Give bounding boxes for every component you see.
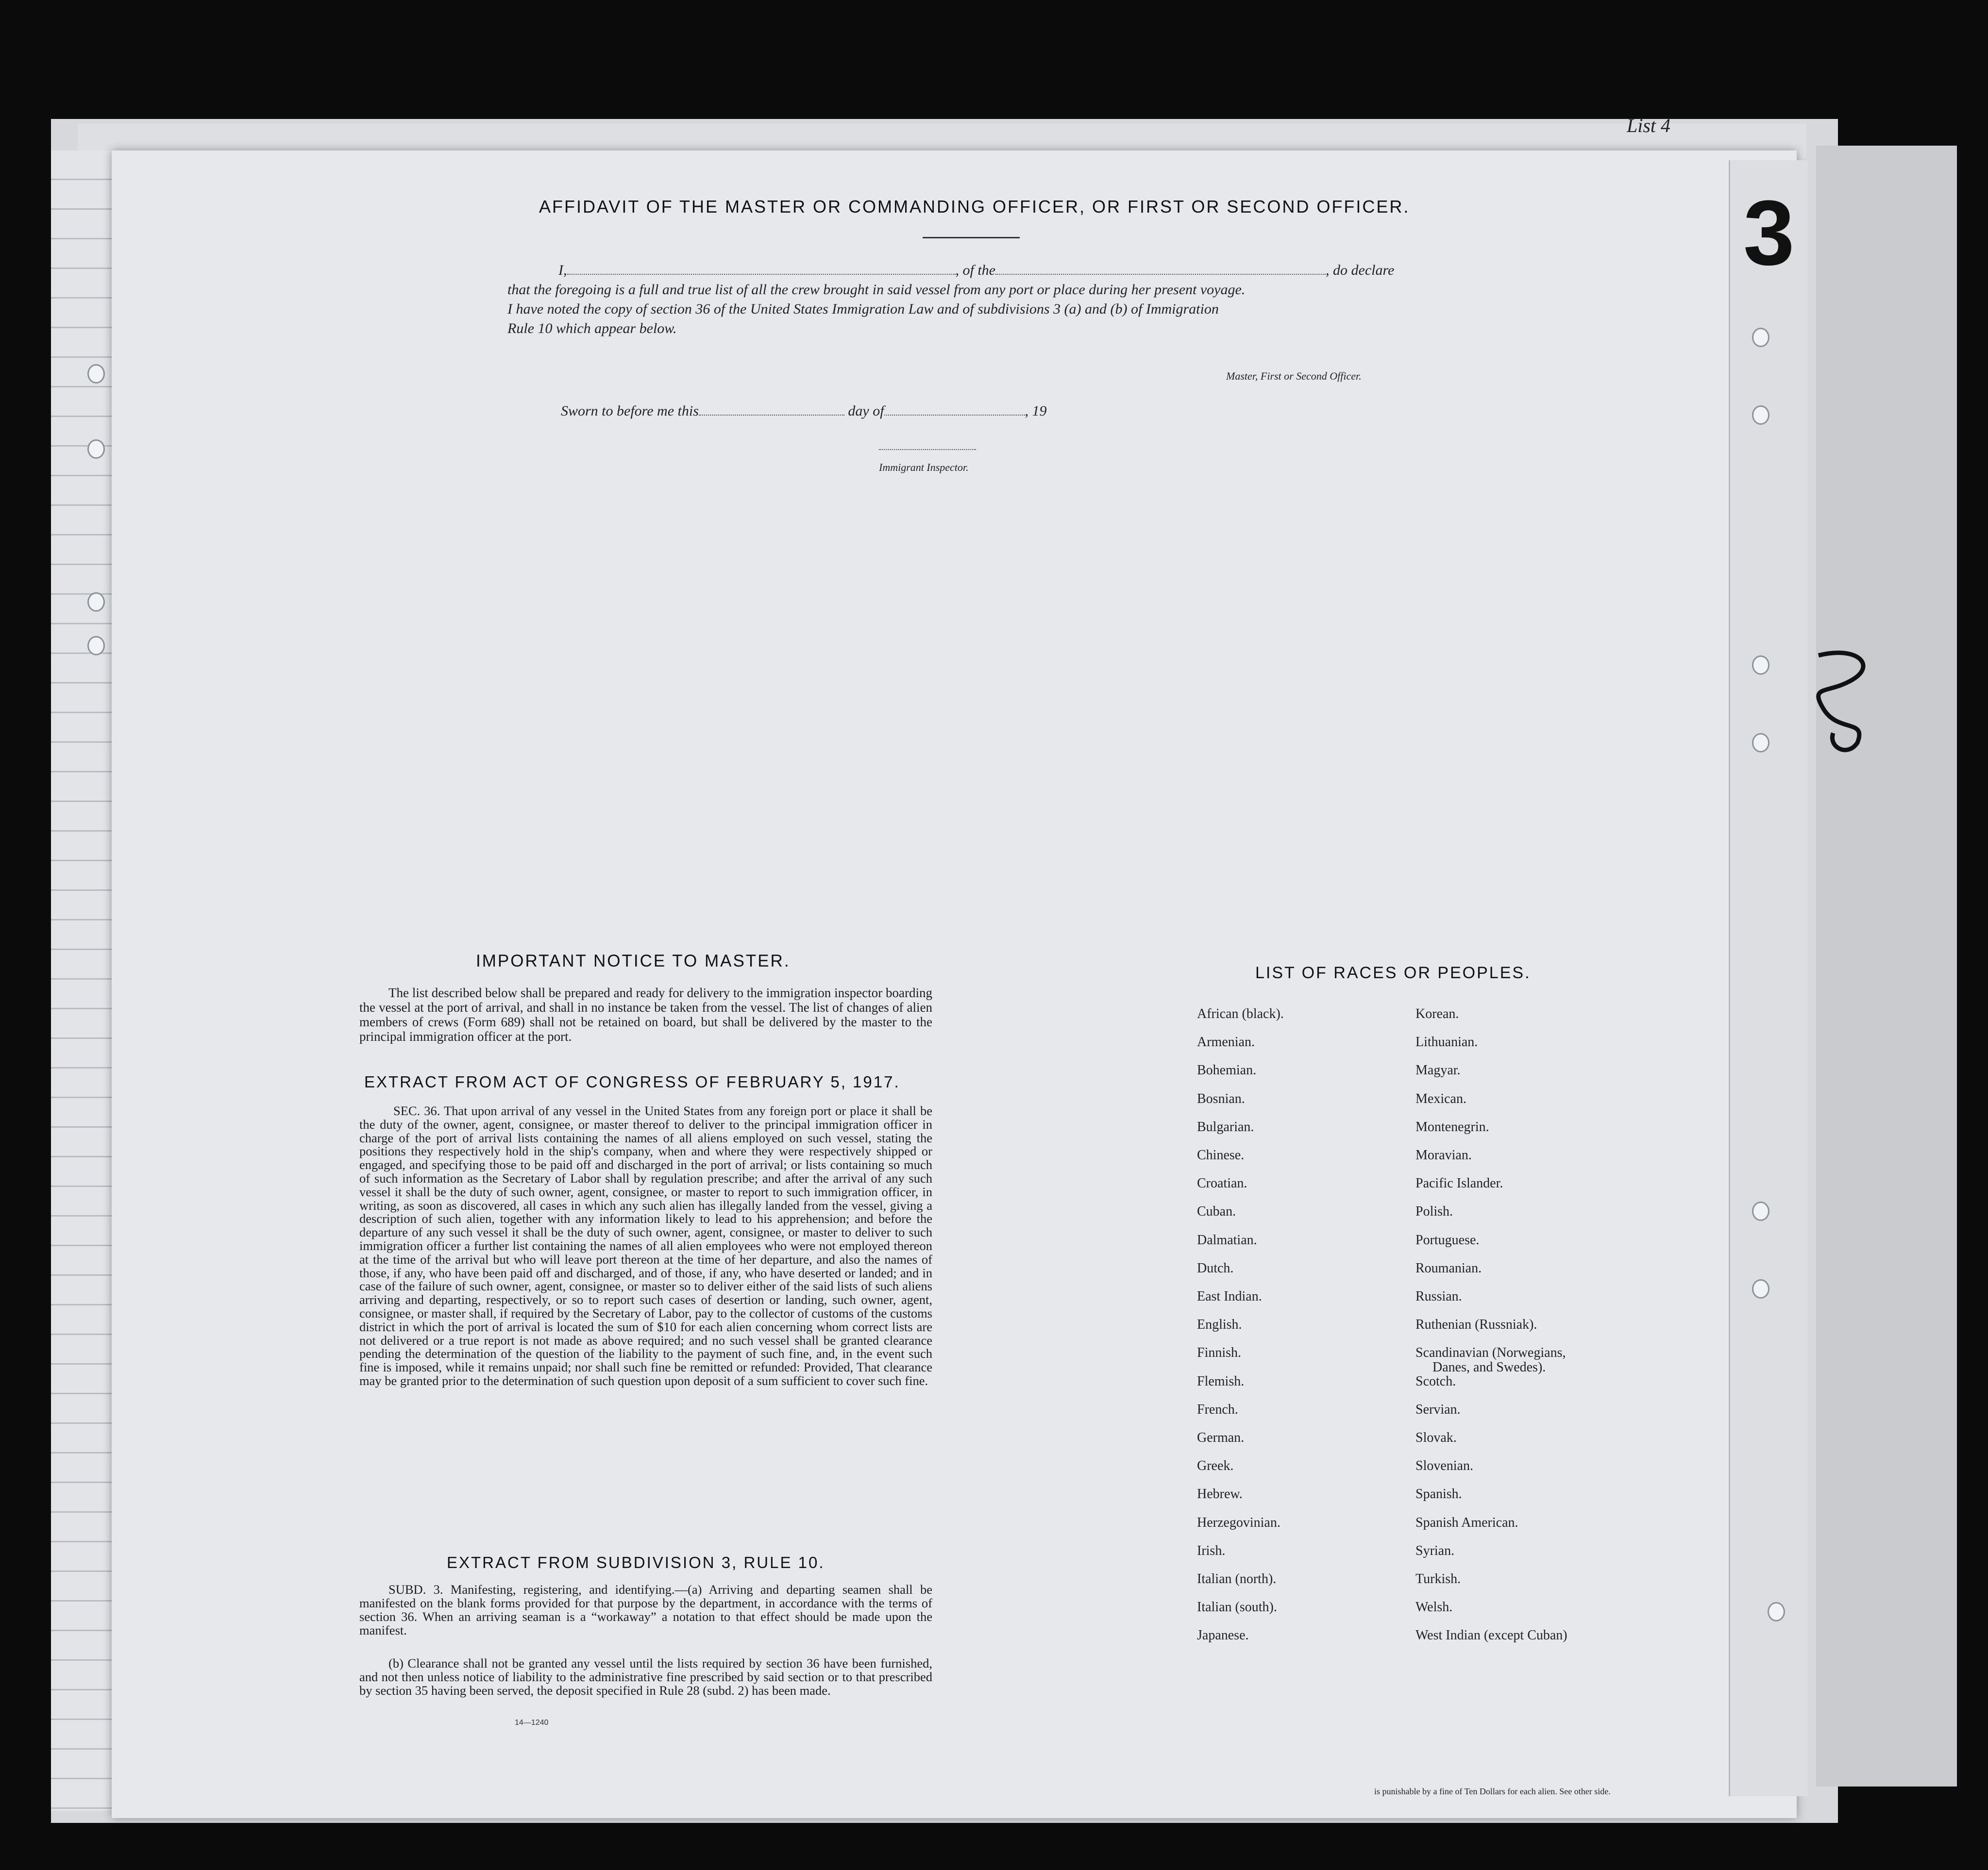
race-item: Russian.: [1415, 1289, 1462, 1304]
punch-hole: [1752, 405, 1769, 425]
race-item: Dalmatian.: [1197, 1232, 1257, 1248]
race-item: Bosnian.: [1197, 1091, 1245, 1106]
declaration-line-3: I have noted the copy of section 36 of the United States Immigration Law and of subdivisions 3 (a) and (b) of Immigration: [507, 301, 1219, 317]
race-item: Cuban.: [1197, 1204, 1236, 1219]
master-signature-caption: Master, First or Second Officer.: [1226, 370, 1362, 382]
form-number: 14—1240: [515, 1719, 549, 1727]
punch-hole: [87, 636, 105, 655]
race-item: Pacific Islander.: [1415, 1176, 1503, 1191]
race-item: Welsh.: [1415, 1600, 1453, 1615]
race-item: Hebrew.: [1197, 1486, 1243, 1502]
underlying-page-edge: [1816, 146, 1957, 1787]
list-number: List 4: [1627, 115, 1671, 136]
race-item: Korean.: [1415, 1006, 1459, 1021]
page-digit: 3: [1743, 182, 1795, 284]
race-item: Moravian.: [1415, 1148, 1472, 1163]
punch-hole: [1768, 1602, 1785, 1621]
race-item: German.: [1197, 1430, 1245, 1445]
sworn-label: Sworn to before me this: [561, 403, 699, 419]
race-item: Lithuanian.: [1415, 1035, 1478, 1050]
affidavit-title: AFFIDAVIT OF THE MASTER OR COMMANDING OFFICER, OR FIRST OR SECOND OFFICER.: [539, 197, 1410, 217]
vessel-blank[interactable]: [995, 274, 1326, 275]
race-item: Herzegovinian.: [1197, 1515, 1280, 1530]
race-item: Slovenian.: [1415, 1458, 1473, 1474]
race-item: Danes, and Swedes).: [1432, 1360, 1546, 1375]
race-item: Greek.: [1197, 1458, 1234, 1474]
title-rule: [923, 237, 1020, 238]
punch-hole: [1752, 1202, 1769, 1221]
section-36-text: SEC. 36. That upon arrival of any vessel in the United States from any foreign port or place it shall be the duty of the owner, agent, consignee, or master thereof to deliver to the principal immigration officer in charge of the port of arrival lists containing the names of all aliens employed on such vessel, stating the positions they respectively hold in the ship's company, when and where they were respectively shipped or engaged, and specifying those to be paid off and discharged in the port of arrival; or lists containing so much of such information as the Secretary of Labor shall by regulation prescribe; and after the arrival of any such vessel it shall be the duty of such owner, agent, consignee, or master to report to such immigration officer, in writing, as soon as discovered, all cases in which any such alien has illegally landed from the vessel, giving a description of such alien, together with any information likely to lead to his apprehension; and before the departure of any such vessel it shall be the duty of such owner, agent, consignee, or master to deliver to such immigration officer a further list containing the names of all alien employees who were not employed thereon at the time of the arrival but who will leave port thereon at the time of her departure, and also the names of those, if any, who have been paid off and discharged, and of those, if any, who have deserted or landed; and in case of the failure of such owner, agent, consignee, or master so to deliver either of the said lists of such aliens arriving and departing, respectively, or so to report such cases of desertion or landing, such owner, agent, consignee, or master shall, if required by the Secretary of Labor, pay to the collector of customs of the customs district in which the port of arrival is located the sum of $10 for each alien concerning whom correct lists are not delivered or a true report is not made as above required; and no such vessel shall be granted clearance pending the determination of the question of the liability to the payment of such fine, and, in the event such fine is imposed, while it remains unpaid; nor shall such fine be remitted or refunded: Provided, That clearance may be granted prior to the determination of such question upon deposit of a sum sufficient to cover such fine.: [359, 1103, 932, 1388]
punch-hole: [87, 592, 105, 612]
race-item: Magyar.: [1415, 1063, 1461, 1078]
right-page-edge: [1729, 160, 1808, 1796]
punch-hole: [1752, 1279, 1769, 1299]
punch-hole: [87, 439, 105, 459]
day-of-label: day of: [848, 403, 884, 419]
of-the-label: , of the: [955, 262, 995, 278]
race-item: Bohemian.: [1197, 1063, 1257, 1078]
race-item: Chinese.: [1197, 1148, 1245, 1163]
fine-note: is punishable by a fine of Ten Dollars for each alien. See other side.: [1374, 1787, 1611, 1796]
race-item: Mexican.: [1415, 1091, 1466, 1106]
race-item: Servian.: [1415, 1402, 1461, 1417]
sworn-month-blank[interactable]: [884, 415, 1025, 416]
race-item: Italian (south).: [1197, 1600, 1277, 1615]
race-item: Finnish.: [1197, 1345, 1242, 1361]
race-item: Roumanian.: [1415, 1260, 1482, 1276]
race-item: Montenegrin.: [1415, 1119, 1489, 1135]
handwritten-mark: [1799, 646, 1882, 757]
i-label: I,: [558, 262, 567, 278]
race-item: Italian (north).: [1197, 1571, 1277, 1586]
punch-hole: [1752, 328, 1769, 347]
extract-rule-title: EXTRACT FROM SUBDIVISION 3, RULE 10.: [447, 1553, 825, 1571]
notice-title: IMPORTANT NOTICE TO MASTER.: [476, 952, 791, 970]
year-label: , 19: [1025, 403, 1047, 419]
punch-hole: [87, 364, 105, 384]
race-item: Irish.: [1197, 1543, 1226, 1558]
race-item: Polish.: [1415, 1204, 1453, 1219]
race-item: Scandinavian (Norwegians,: [1415, 1345, 1566, 1361]
race-item: African (black).: [1197, 1006, 1284, 1021]
race-item: Dutch.: [1197, 1260, 1234, 1276]
races-title: LIST OF RACES OR PEOPLES.: [1255, 964, 1531, 982]
race-item: Syrian.: [1415, 1543, 1455, 1558]
race-item: Portuguese.: [1415, 1232, 1480, 1248]
race-item: Bulgarian.: [1197, 1119, 1254, 1135]
sworn-line: [561, 403, 1047, 419]
manifest-back-page: [112, 150, 1797, 1818]
race-item: Armenian.: [1197, 1035, 1255, 1050]
race-item: French.: [1197, 1402, 1238, 1417]
name-blank[interactable]: [567, 274, 956, 275]
race-item: Japanese.: [1197, 1628, 1249, 1643]
race-item: Spanish American.: [1415, 1515, 1518, 1530]
race-item: Croatian.: [1197, 1176, 1247, 1191]
race-item: Flemish.: [1197, 1373, 1245, 1389]
subdivision-3b-text: (b) Clearance shall not be granted any vessel until the lists required by section 36 have been furnished, and not then unless notice of liability to the administrative fine prescribed by said section or to that prescribed by section 35 having been served, the deposit specified in Rule 28 (subd. 2) has been made.: [359, 1656, 932, 1698]
declaration-line-2: that the foregoing is a full and true list of all the crew brought in said vessel from any port or place during her present voyage.: [507, 282, 1246, 298]
notice-paragraph: The list described below shall be prepared and ready for delivery to the immigration inspector boarding the vessel at the port of arrival, and shall in no instance be taken from the vessel. The list of changes of alien members of crews (Form 689) shall not be retained on board, but shall be delivered by the master to the principal immigration officer at the port.: [359, 985, 932, 1044]
sworn-day-blank[interactable]: [699, 415, 844, 416]
punch-hole: [1752, 655, 1769, 675]
race-item: West Indian (except Cuban): [1415, 1628, 1567, 1643]
race-item: English.: [1197, 1317, 1242, 1333]
race-item: Scotch.: [1415, 1373, 1456, 1389]
inspector-signature-line[interactable]: [879, 449, 976, 450]
extract-act-title: EXTRACT FROM ACT OF CONGRESS OF FEBRUARY 5, 1917.: [364, 1073, 900, 1091]
punch-hole: [1752, 733, 1769, 752]
race-item: Spanish.: [1415, 1486, 1462, 1502]
inspector-caption: Immigrant Inspector.: [879, 461, 969, 473]
race-item: East Indian.: [1197, 1289, 1262, 1304]
declaration-line-4: Rule 10 which appear below.: [507, 320, 677, 336]
subdivision-3a-text: SUBD. 3. Manifesting, registering, and identifying.—(a) Arriving and departing seamen shall be manifested on the blank forms provided for that purpose by the department, in accordance with the terms of section 36. When an arriving seaman is a “workaway” a notation to that effect should be made upon the manifest.: [359, 1582, 932, 1637]
race-item: Slovak.: [1415, 1430, 1457, 1445]
declaration-line-1: [558, 262, 1394, 279]
do-declare-label: , do declare: [1326, 262, 1395, 278]
race-item: Turkish.: [1415, 1571, 1461, 1586]
race-item: Ruthenian (Russniak).: [1415, 1317, 1537, 1333]
